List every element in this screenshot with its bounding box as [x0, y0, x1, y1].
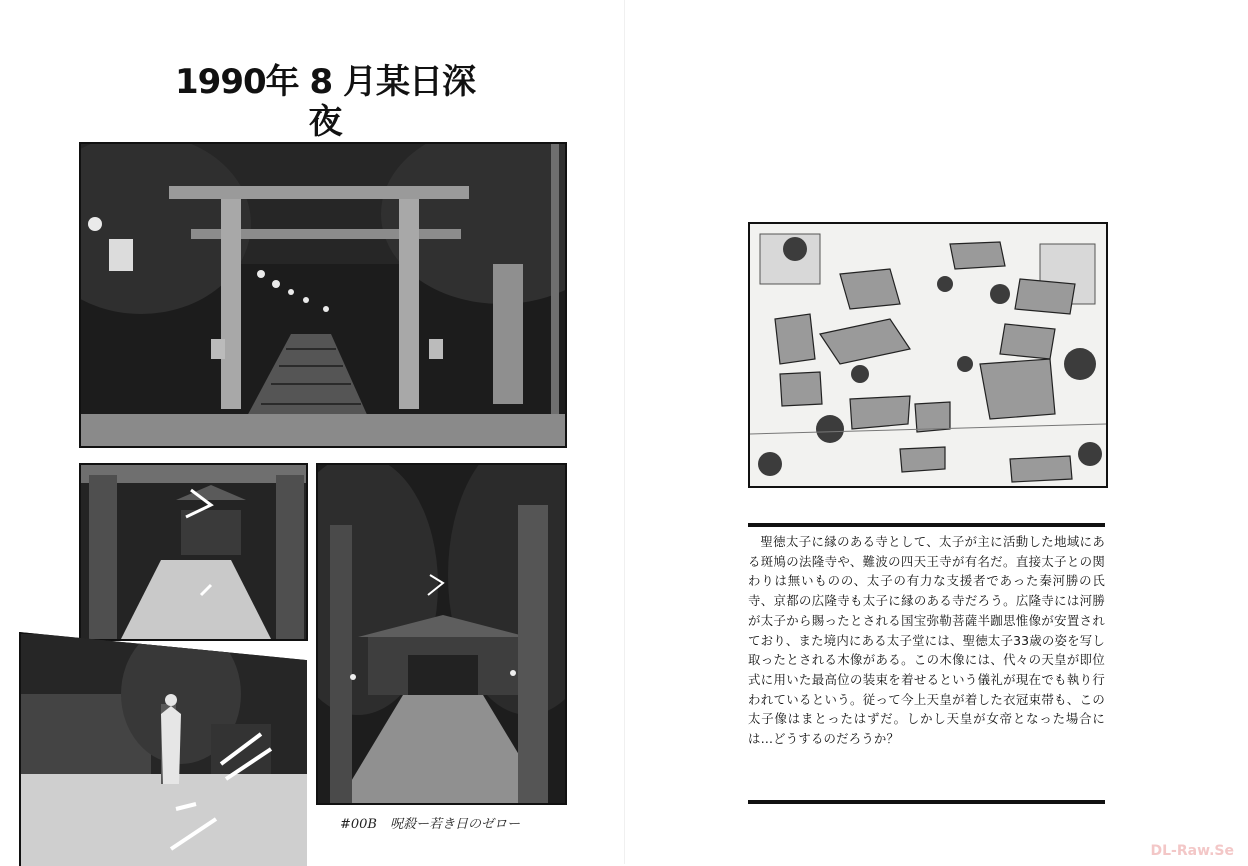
shrine-path-illustration [318, 465, 565, 803]
panel-torii-gate [79, 142, 567, 448]
text-rule-bottom [748, 800, 1105, 804]
panel-shrine-path [316, 463, 567, 805]
chapter-title: 1990年 8 月某日深夜 [175, 62, 475, 142]
temple-description: 聖徳太子に縁のある寺として、太子が主に活動した地域にある斑鳩の法隆寺や、難波の四天王寺が有名だ。直接太子との関わりは無いものの、太子の有力な支援者であった秦河勝の氏寺、京都の広隆寺も太子に縁のある寺だろう。広隆寺には河勝が太子から賜ったとされる国宝弥勒菩薩半跏思惟像が安置されており、また境内にある太子堂には、聖徳太子33歳の姿を写し取ったとされる木像がある。この木像には、代々の天皇が即位式に用いた最高位の装束を着せるという儀礼が現在でも執り行われているという。従って今上天皇が着した衣冠束帯も、この太子像はまとったはずだ。しかし天皇が女帝となった場合には…どうするのだろうか？ [748, 534, 1105, 747]
page-caption: #00B 呪殺ー若き日のゼロー [340, 817, 520, 832]
page-gutter [624, 0, 625, 864]
torii-illustration [81, 144, 565, 446]
temple-grounds-drawing [750, 224, 1106, 486]
figure-walking-illustration [21, 634, 307, 866]
panel-shrine-gate [79, 463, 308, 641]
panel-figure-walking [19, 632, 307, 866]
shrine-gate-illustration [81, 465, 306, 639]
temple-map-illustration [748, 222, 1108, 488]
watermark: DL-Raw.Se [1150, 843, 1234, 859]
text-rule-top [748, 523, 1105, 527]
